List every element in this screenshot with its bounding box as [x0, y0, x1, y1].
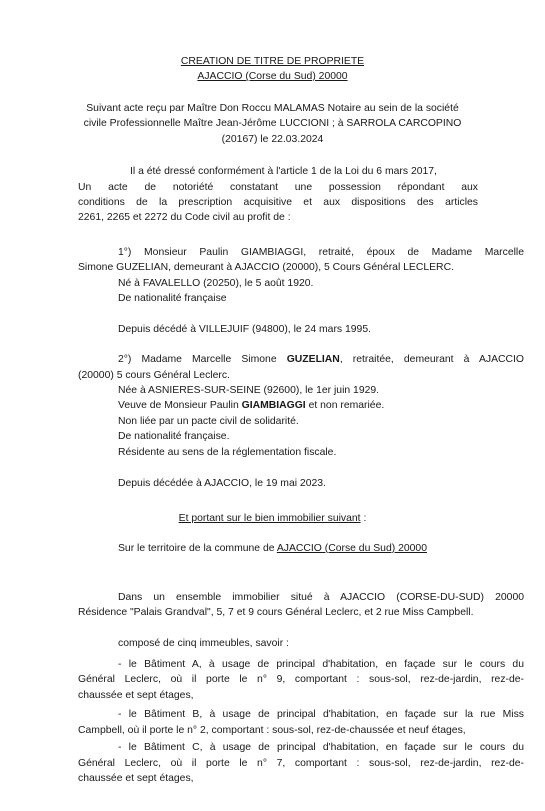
- bien-territory: Sur le territoire de la commune de AJACCIO (Corse du Sud) 20000: [118, 543, 427, 554]
- intro-line-1: Suivant acte reçu par Maître Don Roccu MALAMAS Notaire au sein de la société: [86, 103, 459, 114]
- bien-heading: Et portant sur le bien immobilier suivant :: [178, 513, 367, 524]
- person2-pacs: Non liée par un pacte civil de solidarité.: [118, 416, 299, 427]
- batiment-a-line-3: chaussée et sept étages,: [78, 690, 194, 701]
- person2-widow: Veuve de Monsieur Paulin GIAMBIAGGI et non remariée.: [118, 400, 385, 411]
- batiment-a-line-2: Général Leclerc, où il porte le n° 9, comportant : sous-sol, rez-de-jardin, rez-de-: [78, 674, 524, 685]
- person2-widow-name: GIAMBIAGGI: [241, 400, 306, 411]
- intro-line-2: civile Professionnelle Maître Jean-Jérôme LUCCIONI ; à SARROLA CARCOPINO: [83, 118, 462, 129]
- batiment-b-line-2: Campbell, où il porte le n° 2, comportant : sous-sol, rez-de-chaussée et neuf étages,: [78, 725, 466, 736]
- ensemble-line-2: Résidence "Palais Grandval", 5, 7 et 9 cours Général Leclerc, et 2 rue Miss Campbell.: [78, 607, 474, 618]
- document-title: CREATION DE TITRE DE PROPRIETE: [180, 56, 365, 67]
- person1-death: Depuis décédé à VILLEJUIF (94800), le 24 mars 1995.: [118, 324, 371, 335]
- person2-surname: GUZELIAN: [286, 354, 340, 365]
- batiment-c-line-3: chaussée et sept étages,: [78, 773, 194, 784]
- person1-line-2: Simone GUZELIAN, demeurant à AJACCIO (20000), 5 Cours Général LECLERC.: [78, 262, 454, 273]
- person2-line-2: (20000) 5 cours Général Leclerc.: [78, 370, 230, 381]
- notoriete-line-3: conditions de la prescription acquisitive et aux dispositions des articles: [78, 197, 478, 208]
- document-location: AJACCIO (Corse du Sud) 20000: [197, 71, 348, 82]
- person2-death: Depuis décédée à AJACCIO, le 19 mai 2023.: [118, 478, 326, 489]
- person1-line-1: 1°) Monsieur Paulin GIAMBIAGGI, retraité, époux de Madame Marcelle: [118, 247, 524, 258]
- person1-birth: Né à FAVALELLO (20250), le 5 août 1920.: [118, 278, 314, 289]
- ensemble-compose: composé de cinq immeubles, savoir :: [118, 638, 289, 649]
- bien-territory-place: AJACCIO (Corse du Sud) 20000: [276, 543, 427, 554]
- batiment-a-line-1: - le Bâtiment A, à usage de principal d'habitation, en façade sur le cours du: [118, 659, 524, 670]
- ensemble-line-1: Dans un ensemble immobilier situé à AJACCIO (CORSE-DU-SUD) 20000: [118, 592, 524, 603]
- notoriete-line-1: Il a été dressé conformément à l'article 1 de la Loi du 6 mars 2017,: [130, 166, 437, 177]
- batiment-b-line-1: - le Bâtiment B, à usage de principal d'habitation, en façade sur la rue Miss: [118, 709, 524, 720]
- person2-birth: Née à ASNIERES-SUR-SEINE (92600), le 1er juin 1929.: [118, 385, 380, 396]
- person2-nationality: De nationalité française.: [118, 431, 230, 442]
- intro-line-3: (20167) le 22.03.2024: [221, 134, 324, 145]
- person1-nationality: De nationalité française: [118, 293, 227, 304]
- batiment-c-line-2: Général Leclerc, où il porte le n° 7, comportant : sous-sol, rez-de-jardin, rez-de-: [78, 758, 524, 769]
- person2-resident: Résidente au sens de la réglementation fiscale.: [118, 447, 337, 458]
- notoriete-line-2: Un acte de notoriété constatant une possession répondant aux: [78, 182, 478, 193]
- batiment-c-line-1: - le Bâtiment C, à usage de principal d'habitation, en façade sur le cours du: [118, 742, 524, 753]
- person2-line-1: 2°) Madame Marcelle Simone GUZELIAN, retraitée, demeurant à AJACCIO: [118, 354, 524, 365]
- notoriete-line-4: 2261, 2265 et 2272 du Code civil au profit de :: [78, 212, 291, 223]
